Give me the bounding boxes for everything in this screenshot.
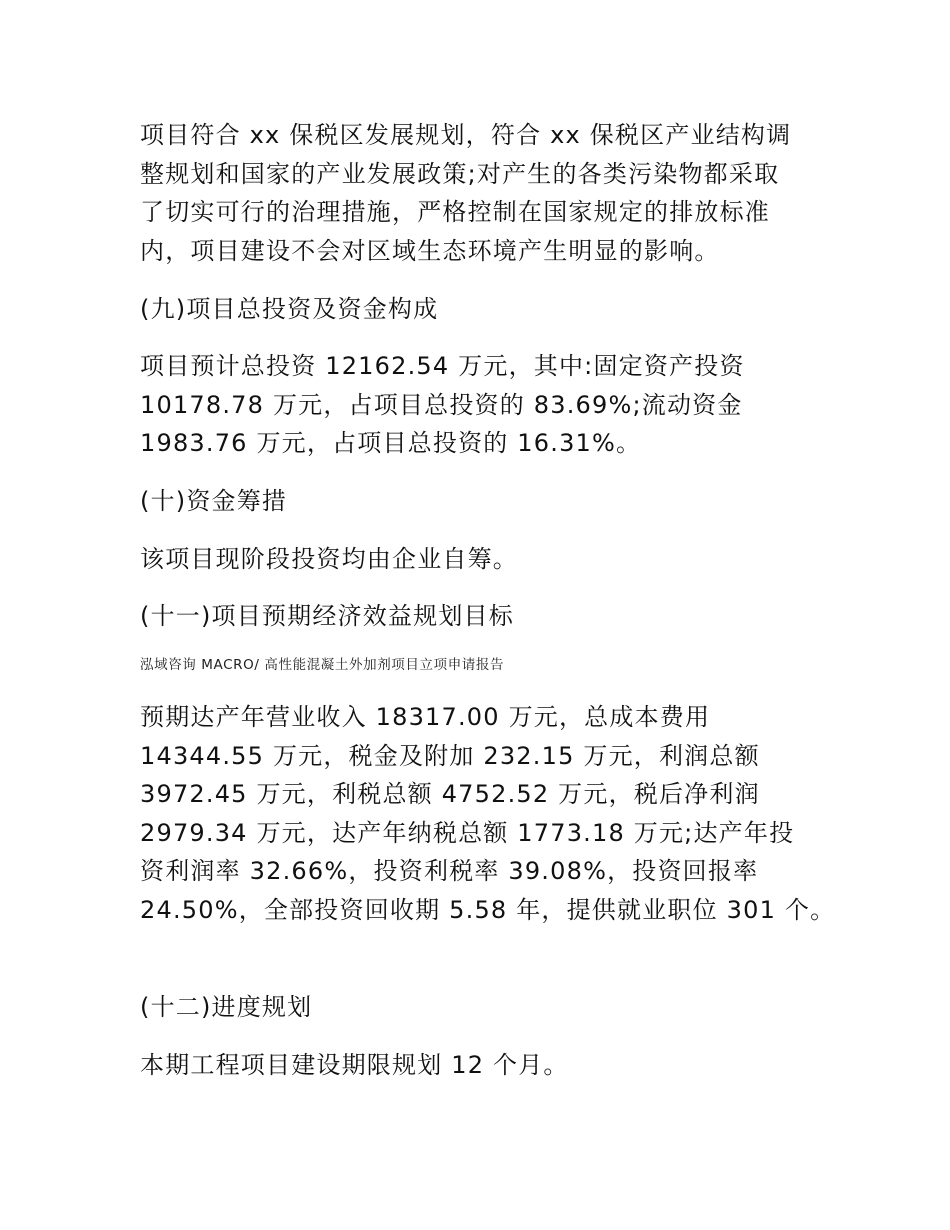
text-line: 整规划和国家的产业发展政策;对产生的各类污染物都采取 [140, 159, 780, 188]
section-heading-9: (九)项目总投资及资金构成 [140, 295, 439, 323]
text-line: 预期达产年营业收入 18317.00 万元，总成本费用 [140, 703, 711, 731]
text-line: 该项目现阶段投资均由企业自筹。 [140, 545, 518, 573]
paragraph-investment [140, 347, 840, 463]
paragraph-economic-benefits [140, 698, 840, 930]
paragraph-funding [140, 540, 840, 579]
text-line: 1983.76 万元，占项目总投资的 16.31%。 [140, 429, 642, 458]
text-line: 本期工程项目建设期限规划 12 个月。 [140, 1051, 569, 1079]
paragraph-compliance [140, 116, 840, 270]
text-line: 项目预计总投资 12162.54 万元，其中:固定资产投资 [140, 352, 745, 380]
text-line: 资利润率 32.66%，投资利税率 39.08%，投资回报率 [140, 857, 759, 886]
section-heading-11: (十一)项目预期经济效益规划目标 [140, 602, 514, 630]
text-line: 24.50%，全部投资回收期 5.58 年，提供就业职位 301 个。 [140, 895, 836, 924]
text-line: 2979.34 万元，达产年纳税总额 1773.18 万元;达产年投 [140, 818, 795, 847]
section-heading-10: (十)资金筹措 [140, 487, 288, 515]
text-line: 项目符合 xx 保税区发展规划，符合 xx 保税区产业结构调 [140, 121, 792, 149]
running-header: 泓域咨询 MACRO/ 高性能混凝土外加剂项目立项申请报告 [140, 657, 505, 673]
paragraph-schedule [140, 1046, 840, 1085]
text-line: 10178.78 万元，占项目总投资的 83.69%;流动资金 [140, 390, 743, 419]
text-line: 3972.45 万元，利税总额 4752.52 万元，税后净利润 [140, 780, 760, 809]
section-heading-12: (十二)进度规划 [140, 993, 313, 1021]
text-line: 内，项目建设不会对区域生态环境产生明显的影响。 [140, 236, 720, 265]
text-line: 了切实可行的治理措施，严格控制在国家规定的排放标准 [140, 198, 770, 227]
text-line: 14344.55 万元，税金及附加 232.15 万元，利润总额 [140, 741, 760, 770]
